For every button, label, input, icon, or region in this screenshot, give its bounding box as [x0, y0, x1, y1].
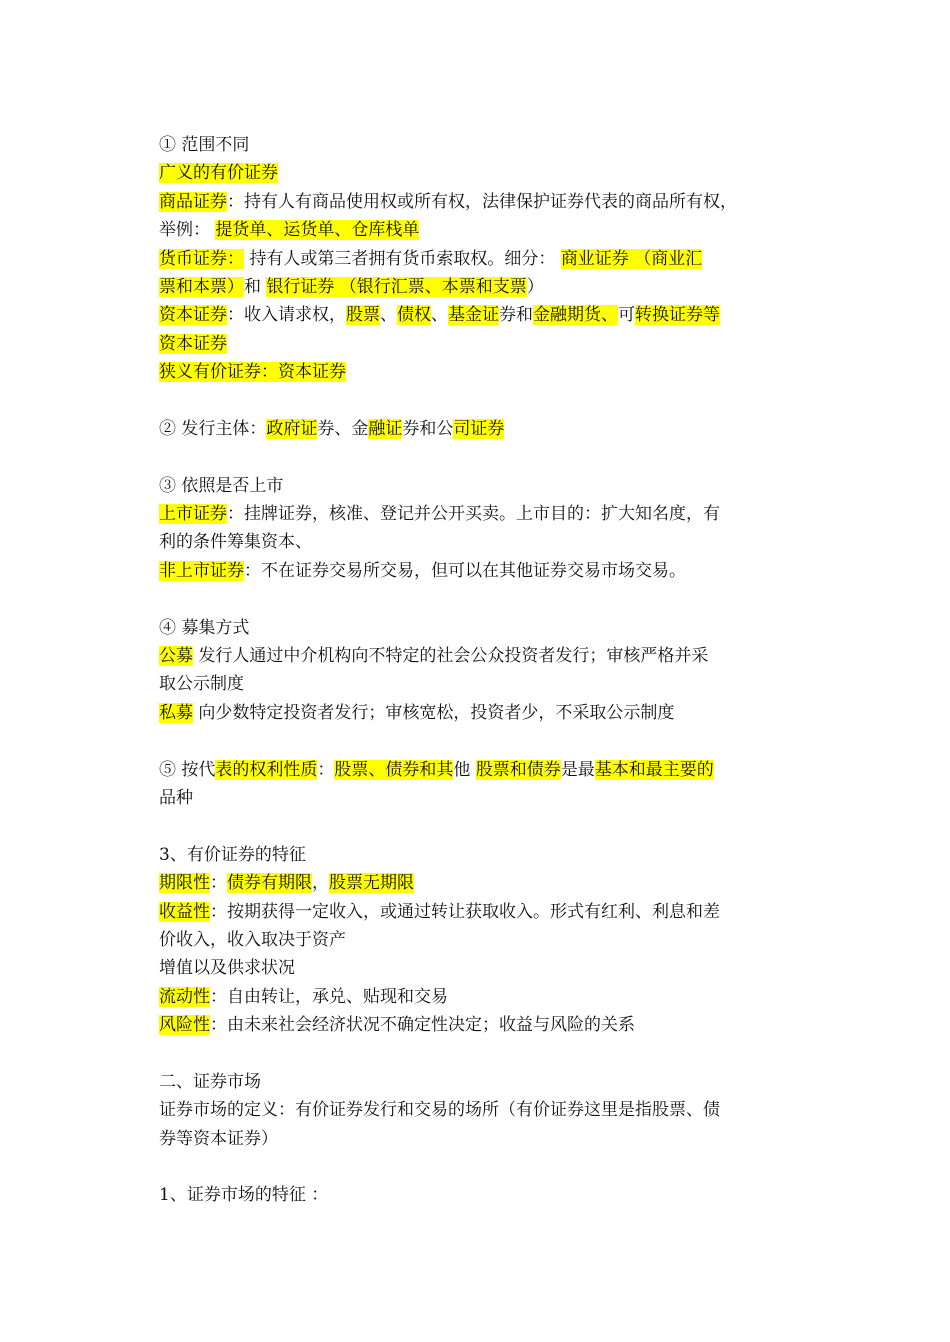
highlighted-text: 转换证券等	[635, 305, 720, 326]
text-line	[159, 1068, 799, 1096]
text-span: 二、证券市场	[159, 1071, 261, 1092]
blank-line	[159, 387, 799, 415]
text-line	[159, 841, 799, 869]
highlighted-text: 银行证券 （银行汇票、本票和支票	[266, 276, 527, 297]
highlighted-text: 风险性	[159, 1015, 210, 1036]
highlighted-text: 债券有期限	[227, 873, 312, 894]
text-span: ：由未来社会经济状况不确定性决定；收益与风险的关系	[210, 1015, 635, 1036]
highlighted-text: 基金证	[448, 305, 499, 326]
text-span: 、	[380, 305, 397, 326]
text-line	[159, 614, 799, 642]
text-line	[159, 1011, 799, 1039]
text-span: 价收入，收入取决于资产	[159, 929, 346, 950]
text-line	[159, 898, 799, 926]
text-line	[159, 301, 799, 329]
text-span: ：挂牌证券，核准、登记并公开买卖。上市目的：扩大知名度，有	[227, 504, 720, 525]
text-span: 、	[431, 305, 448, 326]
highlighted-text: 融证	[368, 418, 403, 439]
text-line	[159, 784, 799, 812]
text-span: 增值以及供求状况	[159, 958, 295, 979]
highlighted-text: 金融期货、	[533, 305, 618, 326]
highlighted-text: 非上市证券	[159, 560, 244, 581]
text-span: ：持有人有商品使用权或所有权，法律保护证券代表的商品所有权，	[227, 191, 737, 212]
highlighted-text: 股票	[346, 305, 380, 326]
document-body	[159, 131, 799, 1210]
text-line	[159, 954, 799, 982]
highlighted-text: 流动性	[159, 986, 210, 1007]
text-span: 取公示制度	[159, 674, 244, 695]
text-span: 券和公	[402, 418, 454, 439]
blank-line	[159, 812, 799, 840]
blank-line	[159, 443, 799, 471]
text-span: 可	[618, 305, 635, 326]
blank-line	[159, 1153, 799, 1181]
text-span: ：不在证券交易所交易，但可以在其他证券交易市场交易。	[244, 560, 686, 581]
text-span: ）	[526, 276, 544, 297]
highlighted-text: 上市证券	[159, 504, 227, 525]
text-line	[159, 756, 799, 784]
text-line	[159, 528, 799, 556]
text-line	[159, 188, 799, 216]
text-line	[159, 358, 799, 386]
highlighted-text: 政府证	[266, 418, 318, 439]
text-line	[159, 699, 799, 727]
text-line	[159, 1096, 799, 1124]
text-span: 和	[244, 276, 267, 297]
text-span: 发行人通过中介机构向不特定的社会公众投资者发行；审核严格并采	[193, 646, 709, 667]
highlighted-text: 股票和债券	[475, 759, 561, 780]
text-span: 券等资本证券）	[159, 1128, 278, 1149]
text-line	[159, 415, 799, 443]
text-line	[159, 273, 799, 301]
highlighted-text: 商品证券	[159, 191, 227, 212]
text-line	[159, 1125, 799, 1153]
text-span: 券、金	[317, 418, 369, 439]
text-span: ：	[210, 873, 227, 894]
highlighted-text: 股票、债券和其	[334, 759, 454, 780]
text-span: 是最	[560, 759, 595, 780]
highlighted-text: 狭义有价证券：资本证券	[159, 362, 346, 383]
highlighted-text: 资本证券	[159, 333, 227, 354]
text-line	[159, 670, 799, 698]
text-line	[159, 245, 799, 273]
text-span: ：按期获得一定收入，或通过转让获取收入。形式有红利、利息和差	[210, 901, 720, 922]
text-line	[159, 131, 799, 159]
highlighted-text: 私募	[159, 702, 193, 723]
highlighted-text: 期限性	[159, 873, 210, 894]
text-span: 向少数特定投资者发行；审核宽松，投资者少，不采取公示制度	[193, 702, 675, 723]
highlighted-text: 票和本票）	[159, 276, 244, 297]
text-span: ：	[317, 759, 335, 780]
text-line	[159, 1181, 799, 1209]
highlighted-text: 商业证券 （商业汇	[560, 248, 703, 269]
text-span: ① 范围不同	[159, 135, 250, 155]
text-span: 举例：	[159, 220, 216, 241]
highlighted-text: 司证券	[453, 418, 505, 439]
text-span: ：自由转让，承兑、贴现和交易	[210, 986, 448, 1007]
text-line	[159, 500, 799, 528]
text-span: ② 发行主体：	[159, 418, 267, 439]
highlighted-text: 基本和最主要的	[594, 759, 714, 780]
highlighted-text: 股票无期限	[329, 873, 414, 894]
text-span: ⑤ 按代	[159, 759, 216, 780]
highlighted-text: 货币证券：	[159, 248, 244, 269]
text-span: 他	[453, 759, 476, 780]
highlighted-text: 广义的有价证券	[159, 163, 278, 184]
text-line	[159, 926, 799, 954]
highlighted-text: 提货单、运货单、仓库栈单	[215, 220, 420, 241]
text-line	[159, 642, 799, 670]
text-span: 1、证券市场的特征 ：	[159, 1185, 329, 1206]
text-line	[159, 216, 799, 244]
text-span: 持有人或第三者拥有货币索取权。细分：	[244, 248, 561, 269]
text-span: 券和	[499, 305, 533, 326]
text-span: 品种	[159, 787, 193, 808]
highlighted-text: 公募	[159, 646, 193, 667]
text-span: ：收入请求权，	[227, 305, 346, 326]
text-span: 利的条件筹集资本、	[159, 532, 312, 553]
highlighted-text: 收益性	[159, 901, 210, 922]
blank-line	[159, 727, 799, 755]
text-span: ，	[312, 873, 329, 894]
highlighted-text: 表的权利性质	[215, 759, 318, 780]
text-line	[159, 983, 799, 1011]
blank-line	[159, 1040, 799, 1068]
text-line	[159, 472, 799, 500]
text-span: 证券市场的定义：有价证券发行和交易的场所（有价证券这里是指股票、债	[159, 1100, 720, 1121]
text-span: 3、有价证券的特征	[159, 844, 306, 865]
text-line	[159, 330, 799, 358]
highlighted-text: 资本证券	[159, 305, 227, 326]
text-span: ③ 依照是否上市	[159, 475, 284, 496]
text-line	[159, 557, 799, 585]
text-line	[159, 869, 799, 897]
highlighted-text: 债权	[397, 305, 431, 326]
text-span: ④ 募集方式	[159, 617, 250, 638]
blank-line	[159, 585, 799, 613]
text-line	[159, 159, 799, 187]
